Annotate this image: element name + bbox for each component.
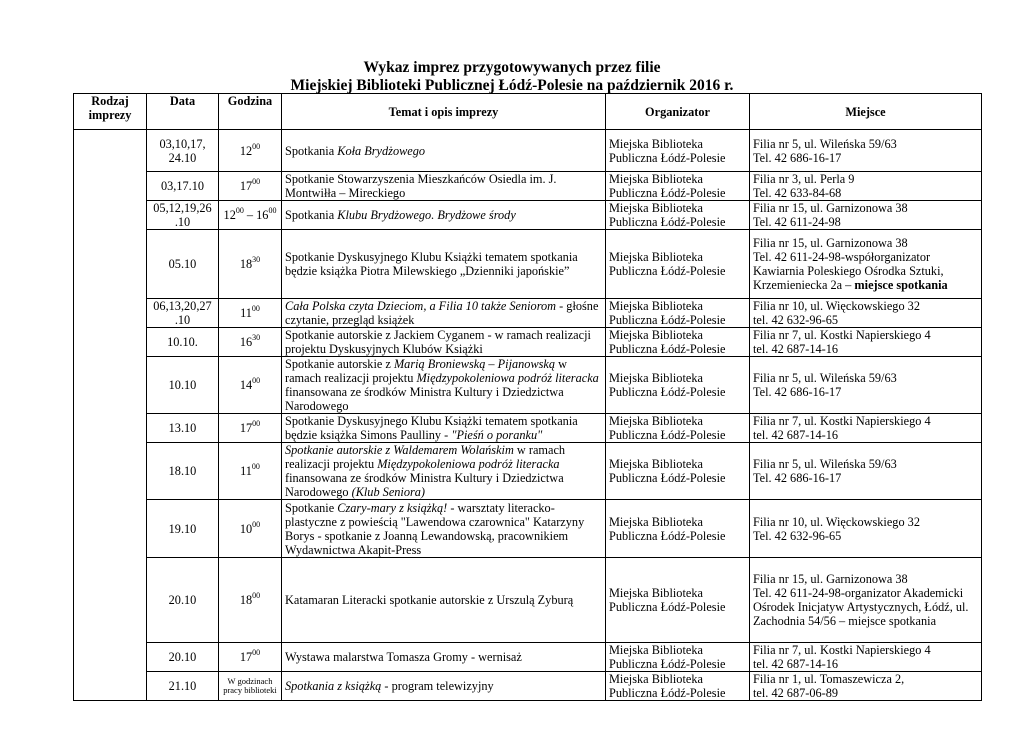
organizer-cell: Miejska Biblioteka Publiczna Łódź-Polesie: [606, 299, 750, 328]
place-cell: Filia nr 3, ul. Perla 9 Tel. 42 633-84-68: [750, 172, 982, 201]
topic-cell: Spotkanie Stowarzyszenia Mieszkańców Osiedla im. J. Montwiłła – Mireckiego: [282, 172, 606, 201]
header-date: Data: [147, 94, 219, 130]
date-cell: 20.10: [147, 643, 219, 672]
organizer-cell: Miejska Biblioteka Publiczna Łódź-Polesie: [606, 500, 750, 558]
organizer-cell: Miejska Biblioteka Publiczna Łódź-Polesie: [606, 558, 750, 643]
time-cell: $17^{00}$: [219, 172, 282, 201]
topic-cell: Spotkanie autorskie z Waldemarem Wolańskim w ramach realizacji projektu Międzypokoleniowa podróż literacka finansowana ze środków Ministra Kultury i Dziedzictwa Narodowego (Klub Seniora): [282, 443, 606, 500]
topic-cell: Spotkanie autorskie z Jackiem Cyganem - w ramach realizacji projektu Dyskusyjnych Klubów Książki: [282, 328, 606, 357]
place-cell: Filia nr 10, ul. Więckowskiego 32 Tel. 42 632-96-65: [750, 500, 982, 558]
page-title-line-1: Wykaz imprez przygotowywanych przez filie: [363, 59, 661, 76]
organizer-cell: Miejska Biblioteka Publiczna Łódź-Polesie: [606, 230, 750, 299]
type-cell: [74, 130, 147, 701]
place-cell: Filia nr 1, ul. Tomaszewicza 2, tel. 42 687-06-89: [750, 672, 982, 701]
date-cell: 18.10: [147, 443, 219, 500]
header-topic: Temat i opis imprezy: [282, 94, 606, 130]
place-cell: Filia nr 7, ul. Kostki Napierskiego 4 tel. 42 687-14-16: [750, 643, 982, 672]
date-cell: 10.10: [147, 357, 219, 414]
place-cell: Filia nr 7, ul. Kostki Napierskiego 4 tel. 42 687-14-16: [750, 414, 982, 443]
organizer-cell: Miejska Biblioteka Publiczna Łódź-Polesie: [606, 672, 750, 701]
topic-cell: Spotkanie autorskie z Marią Broniewską – Pijanowską w ramach realizacji projektu Międzypokoleniowa podróż literacka finansowana ze środków Ministra Kultury i Dziedzictwa Narodowego: [282, 357, 606, 414]
header-place: Miejsce: [750, 94, 982, 130]
time-cell: $18^{30}$: [219, 230, 282, 299]
table-row: [74, 414, 982, 443]
table-row: [74, 172, 982, 201]
date-cell: 05.10: [147, 230, 219, 299]
time-cell: $10^{00}$: [219, 500, 282, 558]
date-cell: 03,17.10: [147, 172, 219, 201]
place-cell: Filia nr 15, ul. Garnizonowa 38 Tel. 42 611-24-98-organizator Akademicki Ośrodek Inicjatyw Artystycznych, Łódź, ul. Zachodnia 54/56 – miejsce spotkania: [750, 558, 982, 643]
time-cell: $12^{00}$: [219, 130, 282, 172]
time-cell: $14^{00}$: [219, 357, 282, 414]
topic-cell: Spotkania Klubu Brydżowego. Brydżowe środy: [282, 201, 606, 230]
time-cell: $17^{00}$: [219, 414, 282, 443]
place-cell: Filia nr 5, ul. Wileńska 59/63 Tel. 42 686-16-17: [750, 357, 982, 414]
topic-cell: Spotkanie Dyskusyjnego Klubu Książki tematem spotkania będzie książka Simons Paulliny - "Pieśń o poranku": [282, 414, 606, 443]
date-cell: 03,10,17, 24.10: [147, 130, 219, 172]
organizer-cell: Miejska Biblioteka Publiczna Łódź-Polesie: [606, 328, 750, 357]
topic-cell: Spotkania Koła Brydżowego: [282, 130, 606, 172]
page-title-line-2: Miejskiej Biblioteki Publicznej Łódź-Polesie na październik 2016 r.: [290, 77, 734, 94]
place-cell: Filia nr 5, ul. Wileńska 59/63 Tel. 42 686-16-17: [750, 130, 982, 172]
place-cell: Filia nr 10, ul. Więckowskiego 32 tel. 42 632-96-65: [750, 299, 982, 328]
time-cell: W godzinach pracy biblioteki: [219, 672, 282, 701]
time-cell: $11^{00}$: [219, 299, 282, 328]
date-cell: 20.10: [147, 558, 219, 643]
organizer-cell: Miejska Biblioteka Publiczna Łódź-Polesie: [606, 443, 750, 500]
time-cell: $16^{30}$: [219, 328, 282, 357]
topic-cell: Wystawa malarstwa Tomasza Gromy - wernisaż: [282, 643, 606, 672]
header-time: Godzina: [219, 94, 282, 130]
organizer-cell: Miejska Biblioteka Publiczna Łódź-Polesie: [606, 130, 750, 172]
table-row: [74, 230, 982, 299]
place-cell: Filia nr 5, ul. Wileńska 59/63 Tel. 42 686-16-17: [750, 443, 982, 500]
table-row: [74, 357, 982, 414]
organizer-cell: Miejska Biblioteka Publiczna Łódź-Polesie: [606, 414, 750, 443]
date-cell: 19.10: [147, 500, 219, 558]
header-organizer: Organizator: [606, 94, 750, 130]
place-cell: Filia nr 15, ul. Garnizonowa 38 Tel. 42 611-24-98-współorganizator Kawiarnia Poleskiego Ośrodka Sztuki, Krzemieniecka 2a – miejsce spotkania: [750, 230, 982, 299]
table-row: [74, 299, 982, 328]
table-row: [74, 443, 982, 500]
events-table: [73, 93, 982, 701]
place-cell: Filia nr 7, ul. Kostki Napierskiego 4 tel. 42 687-14-16: [750, 328, 982, 357]
time-cell: $18^{00}$: [219, 558, 282, 643]
table-row: [74, 500, 982, 558]
date-cell: 13.10: [147, 414, 219, 443]
date-cell: 10.10.: [147, 328, 219, 357]
table-row: [74, 672, 982, 701]
time-cell: $12^{00} - 16^{00}$: [219, 201, 282, 230]
organizer-cell: Miejska Biblioteka Publiczna Łódź-Polesie: [606, 643, 750, 672]
table-row: [74, 643, 982, 672]
date-cell: 21.10: [147, 672, 219, 701]
table-row: [74, 328, 982, 357]
topic-cell: Katamaran Literacki spotkanie autorskie z Urszulą Zyburą: [282, 558, 606, 643]
table-row: [74, 558, 982, 643]
table-row: [74, 130, 982, 172]
date-cell: 05,12,19,26 .10: [147, 201, 219, 230]
topic-cell: Spotkania z książką - program telewizyjny: [282, 672, 606, 701]
organizer-cell: Miejska Biblioteka Publiczna Łódź-Polesie: [606, 172, 750, 201]
topic-cell: Spotkanie Czary-mary z książką! - warsztaty literacko-plastyczne z powieścią "Lawendowa czarownica" Katarzyny Borys - spotkanie z Joanną Lewandowską, pracownikiem Wydawnictwa Akapit-Press: [282, 500, 606, 558]
date-cell: 06,13,20,27 .10: [147, 299, 219, 328]
place-cell: Filia nr 15, ul. Garnizonowa 38 Tel. 42 611-24-98: [750, 201, 982, 230]
events-table-body: [74, 130, 982, 701]
time-cell: $11^{00}$: [219, 443, 282, 500]
topic-cell: Spotkanie Dyskusyjnego Klubu Książki tematem spotkania będzie książka Piotra Milewskiego „Dzienniki japońskie”: [282, 230, 606, 299]
topic-cell: Cała Polska czyta Dzieciom, a Filia 10 także Seniorom - głośne czytanie, przegląd książek: [282, 299, 606, 328]
table-row: [74, 201, 982, 230]
time-cell: $17^{00}$: [219, 643, 282, 672]
organizer-cell: Miejska Biblioteka Publiczna Łódź-Polesie: [606, 357, 750, 414]
organizer-cell: Miejska Biblioteka Publiczna Łódź-Polesie: [606, 201, 750, 230]
header-type: Rodzaj imprezy: [74, 94, 147, 130]
